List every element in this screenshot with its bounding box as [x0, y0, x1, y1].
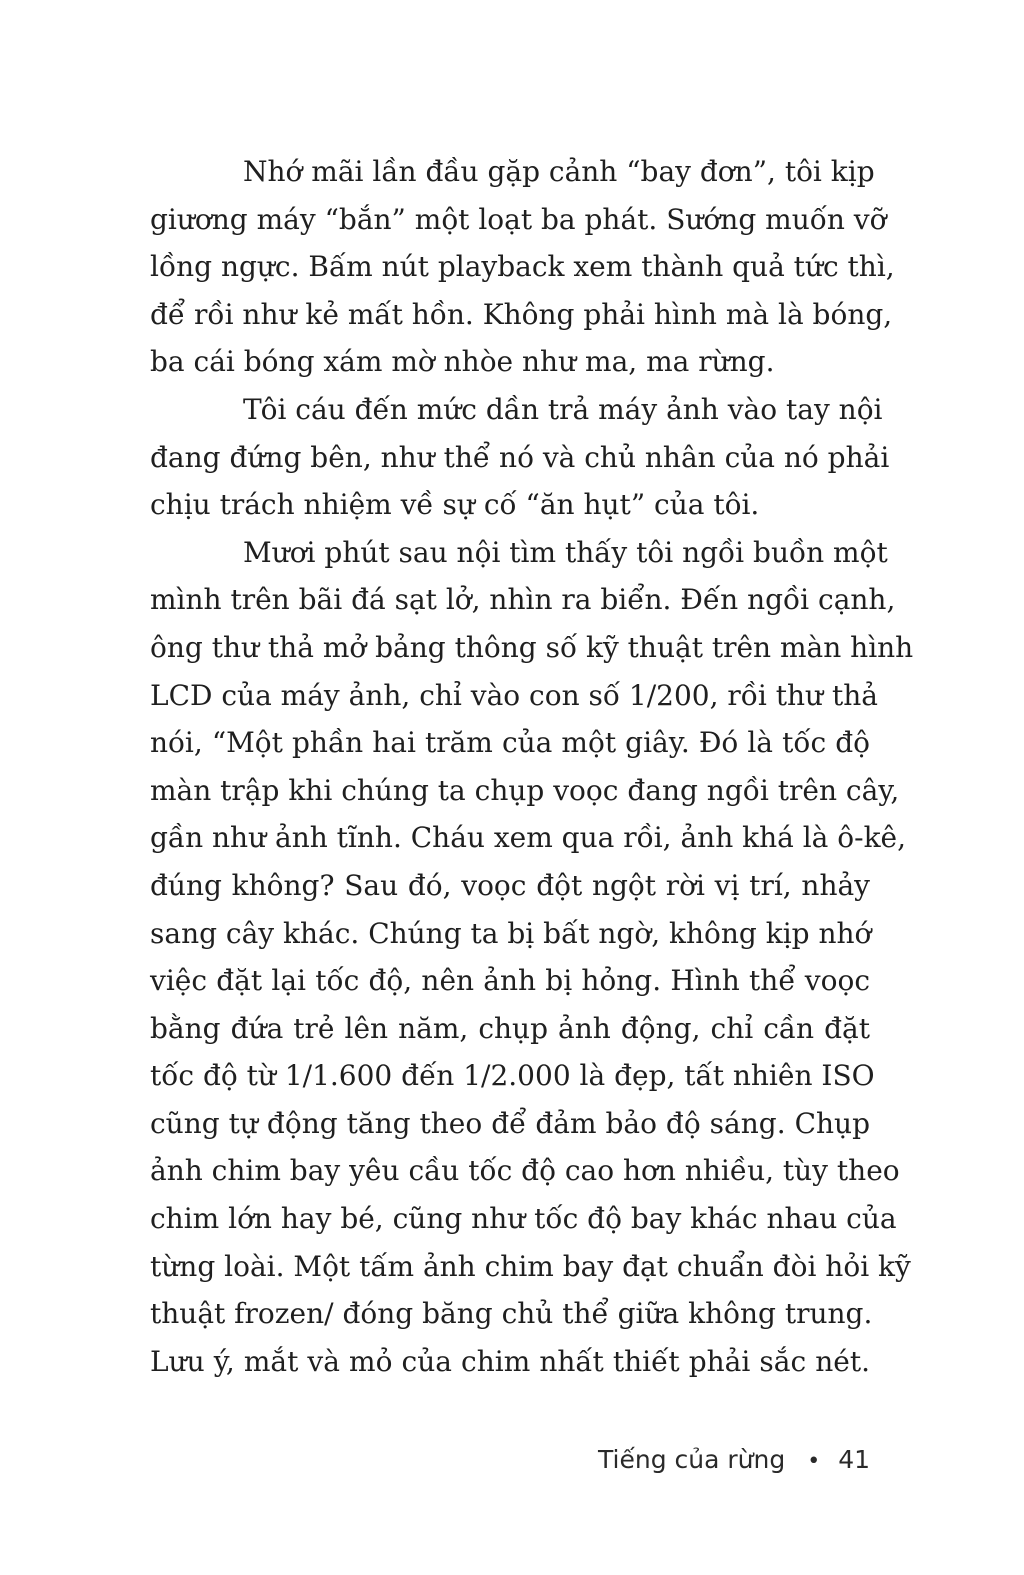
page-footer	[560, 1440, 870, 1480]
paragraph-1-line-2: giương máy “bắn” một loạt ba phát. Sướng muốn vỡ	[150, 202, 887, 236]
paragraph-3-line-5: nói, “Một phần hai trăm của một giây. Đó là tốc độ	[150, 726, 870, 760]
paragraph-3-line-6: màn trập khi chúng ta chụp voọc đang ngồi trên cây,	[150, 773, 900, 807]
paragraph-3-line-9: sang cây khác. Chúng ta bị bất ngờ, không kịp nhớ	[150, 916, 872, 950]
paragraph-3-line-13: cũng tự động tăng theo để đảm bảo độ sáng. Chụp	[150, 1106, 870, 1140]
running-title: Tiếng của rừng	[598, 1445, 786, 1474]
paragraph-2-line-2: đang đứng bên, như thể nó và chủ nhân của nó phải	[150, 440, 890, 474]
paragraph-3-line-8: đúng không? Sau đó, voọc đột ngột rời vị trí, nhảy	[150, 868, 870, 902]
paragraph-3-line-14: ảnh chim bay yêu cầu tốc độ cao hơn nhiều, tùy theo	[150, 1154, 900, 1188]
paragraph-3-line-2: mình trên bãi đá sạt lở, nhìn ra biển. Đến ngồi cạnh,	[150, 583, 896, 617]
paragraph-1-line-1: Nhớ mãi lần đầu gặp cảnh “bay đơn”, tôi kịp	[243, 155, 875, 188]
paragraph-3-line-17: thuật frozen/ đóng băng chủ thể giữa không trung.	[150, 1297, 873, 1331]
paragraph-3-line-12: tốc độ từ 1/1.600 đến 1/2.000 là đẹp, tất nhiên ISO	[150, 1059, 875, 1093]
footer-separator: •	[807, 1449, 821, 1474]
paragraph-1-line-4: để rồi như kẻ mất hồn. Không phải hình mà là bóng,	[150, 297, 893, 331]
paragraph-3-line-10: việc đặt lại tốc độ, nên ảnh bị hỏng. Hình thể voọc	[150, 964, 870, 998]
paragraph-3-line-1: Mươi phút sau nội tìm thấy tôi ngồi buồn một	[243, 535, 888, 569]
paragraph-3-line-4: LCD của máy ảnh, chỉ vào con số 1/200, rồi thư thả	[150, 678, 878, 712]
paragraph-1-line-3: lồng ngực. Bấm nút playback xem thành quả tức thì,	[150, 250, 895, 284]
paragraph-3-line-15: chim lớn hay bé, cũng như tốc độ bay khác nhau của	[150, 1202, 897, 1236]
paragraph-3-line-7: gần như ảnh tĩnh. Cháu xem qua rồi, ảnh khá là ô-kê,	[150, 821, 907, 855]
paragraph-3-line-11: bằng đứa trẻ lên năm, chụp ảnh động, chỉ cần đặt	[150, 1011, 870, 1045]
paragraph-3-line-18: Lưu ý, mắt và mỏ của chim nhất thiết phải sắc nét.	[150, 1344, 870, 1378]
paragraph-2-line-1: Tôi cáu đến mức dần trả máy ảnh vào tay nội	[243, 392, 883, 426]
body-text	[150, 148, 914, 1385]
page-number: 41	[838, 1445, 870, 1474]
paragraph-3-line-3: ông thư thả mở bảng thông số kỹ thuật trên màn hình	[150, 630, 914, 664]
paragraph-1-line-5: ba cái bóng xám mờ nhòe như ma, ma rừng.	[150, 345, 775, 379]
paragraph-3-line-16: từng loài. Một tấm ảnh chim bay đạt chuẩn đòi hỏi kỹ	[150, 1249, 911, 1283]
paragraph-2-line-3: chịu trách nhiệm về sự cố “ăn hụt” của tôi.	[150, 488, 760, 522]
